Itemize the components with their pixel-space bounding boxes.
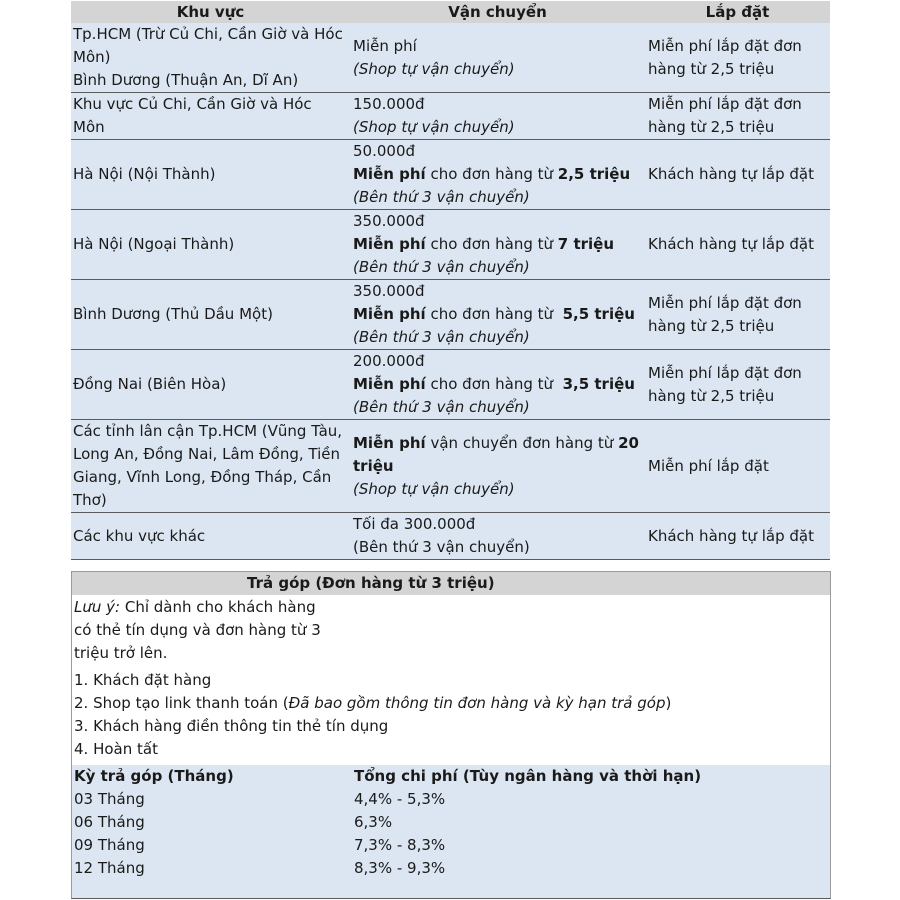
- free-condition: [353, 163, 643, 186]
- step-3: 3. Khách hàng điền thông tin thẻ tín dụng: [74, 717, 389, 735]
- step-2-suffix: ): [665, 694, 672, 712]
- shipping-cell: [350, 140, 645, 210]
- carrier-note: (Shop tự vận chuyển): [353, 59, 515, 78]
- free-condition: [353, 233, 643, 256]
- free-condition: [353, 373, 643, 396]
- table-row: [71, 420, 830, 513]
- fee: 350.000đ: [353, 212, 425, 230]
- fee: 200.000đ: [353, 352, 425, 370]
- region-cell: Bình Dương (Thủ Dầu Một): [71, 280, 350, 350]
- shipping-cell: [350, 513, 645, 560]
- rate-row: [72, 857, 830, 880]
- shipping-cell: [350, 420, 645, 513]
- carrier-note: (Bên thứ 3 vận chuyển): [353, 328, 530, 346]
- header-install: Lắp đặt: [645, 1, 830, 23]
- free-label: Miễn phí: [353, 235, 426, 253]
- col-term: Kỳ trả góp (Tháng): [74, 767, 234, 785]
- rate-term: 06 Tháng: [74, 813, 145, 831]
- rate-term: 12 Tháng: [74, 859, 145, 877]
- step-4: 4. Hoàn tất: [74, 740, 158, 758]
- rate-cost: 4,4% - 5,3%: [354, 790, 446, 808]
- free-mid: cho đơn hàng từ: [425, 305, 563, 323]
- table-row: [71, 210, 830, 280]
- shipping-cell: [350, 350, 645, 420]
- install-cell: Khách hàng tự lắp đặt: [645, 513, 830, 560]
- table-row: [71, 350, 830, 420]
- region-cell: Hà Nội (Ngoại Thành): [71, 210, 350, 280]
- install-cell: Miễn phí lắp đặt đơn hàng từ 2,5 triệu: [645, 93, 830, 140]
- fee: Tối đa 300.000đ: [353, 515, 476, 533]
- table-row: [71, 280, 830, 350]
- header-shipping: Vận chuyển: [350, 1, 645, 23]
- carrier-note: (Shop tự vận chuyển): [353, 479, 515, 498]
- region-line: Bình Dương (Thuận An, Dĩ An): [73, 71, 299, 89]
- region-cell: [71, 23, 350, 93]
- region-cell: Khu vực Củ Chi, Cần Giờ và Hóc Môn: [71, 93, 350, 140]
- free-label: Miễn phí: [353, 305, 426, 323]
- rate-cost: 8,3% - 9,3%: [354, 859, 446, 877]
- note-text: Chỉ dành cho khách hàng có thẻ tín dụng và đơn hàng từ 3 triệu trở lên.: [74, 598, 321, 662]
- free-amount: 7 triệu: [557, 235, 615, 253]
- free-amount: 2,5 triệu: [557, 165, 631, 183]
- fee: 50.000đ: [353, 142, 416, 160]
- table-row: [71, 513, 830, 560]
- table-row: [71, 23, 830, 93]
- installment-box: [71, 571, 831, 899]
- free-mid: cho đơn hàng từ: [425, 235, 558, 253]
- step-1: 1. Khách đặt hàng: [74, 671, 212, 689]
- note-label: Lưu ý:: [74, 598, 121, 616]
- rate-row: [72, 788, 830, 811]
- shipping-cell: [350, 93, 645, 140]
- install-cell: Miễn phí lắp đặt: [645, 420, 830, 513]
- free-condition: [353, 303, 643, 326]
- free-amount: 3,5 triệu: [562, 375, 635, 393]
- free-condition: [353, 432, 643, 478]
- table-row: [71, 93, 830, 140]
- carrier-note: (Bên thứ 3 vận chuyển): [353, 398, 530, 416]
- install-cell: Miễn phí lắp đặt đơn hàng từ 2,5 triệu: [645, 280, 830, 350]
- shipping-table-wrapper: [71, 1, 830, 560]
- region-cell: Các tỉnh lân cận Tp.HCM (Vũng Tàu, Long An, Đồng Nai, Lâm Đồng, Tiền Giang, Vĩnh Long, Đồng Tháp, Cần Thơ): [71, 420, 350, 513]
- rate-row: [72, 834, 830, 857]
- shipping-cell: [350, 23, 645, 93]
- shipping-cell: [350, 210, 645, 280]
- fee: 150.000đ: [353, 95, 425, 113]
- header-region: Khu vực: [71, 1, 350, 23]
- rate-term: 09 Tháng: [74, 836, 145, 854]
- carrier-note: (Bên thứ 3 vận chuyển): [353, 188, 530, 206]
- installment-rates: [72, 765, 830, 898]
- carrier-note: (Bên thứ 3 vận chuyển): [353, 538, 530, 556]
- install-cell: Miễn phí lắp đặt đơn hàng từ 2,5 triệu: [645, 23, 830, 93]
- carrier-note: (Bên thứ 3 vận chuyển): [353, 258, 530, 276]
- free-label: Miễn phí: [353, 165, 426, 183]
- install-cell: Khách hàng tự lắp đặt: [645, 210, 830, 280]
- region-cell: Hà Nội (Nội Thành): [71, 140, 350, 210]
- shipping-cell: [350, 280, 645, 350]
- step-2: [74, 692, 830, 715]
- rate-term: 03 Tháng: [74, 790, 145, 808]
- fee: 350.000đ: [353, 282, 425, 300]
- table-row: [71, 140, 830, 210]
- carrier-note: (Shop tự vận chuyển): [353, 118, 515, 136]
- free-label: Miễn phí: [353, 433, 426, 452]
- region-cell: Đồng Nai (Biên Hòa): [71, 350, 350, 420]
- free-mid: vận chuyển đơn hàng từ: [425, 433, 619, 452]
- free-amount: 20 triệu: [353, 433, 639, 475]
- install-cell: Miễn phí lắp đặt đơn hàng từ 2,5 triệu: [645, 350, 830, 420]
- shipping-header-row: [71, 1, 830, 23]
- free-amount: 5,5 triệu: [562, 305, 635, 323]
- free-mid: cho đơn hàng từ: [425, 375, 563, 393]
- rates-header: [72, 765, 830, 788]
- installment-title: Trả góp (Đơn hàng từ 3 triệu): [72, 571, 830, 595]
- fee: Miễn phí: [353, 36, 417, 55]
- region-line: Tp.HCM (Trừ Củ Chi, Cần Giờ và Hóc Môn): [73, 25, 343, 66]
- rate-cost: 7,3% - 8,3%: [354, 836, 446, 854]
- free-label: Miễn phí: [353, 375, 426, 393]
- rate-cost: 6,3%: [354, 813, 393, 831]
- install-cell: Khách hàng tự lắp đặt: [645, 140, 830, 210]
- shipping-table: [71, 1, 830, 560]
- col-cost: Tổng chi phí (Tùy ngân hàng và thời hạn): [354, 767, 702, 785]
- installment-note: [72, 595, 334, 665]
- step-2-prefix: 2. Shop tạo link thanh toán (: [74, 694, 289, 712]
- region-cell: Các khu vực khác: [71, 513, 350, 560]
- step-2-detail: Đã bao gồm thông tin đơn hàng và kỳ hạn trả góp: [288, 694, 666, 712]
- free-mid: cho đơn hàng từ: [425, 165, 558, 183]
- rate-row: [72, 811, 830, 834]
- installment-steps: [72, 669, 830, 761]
